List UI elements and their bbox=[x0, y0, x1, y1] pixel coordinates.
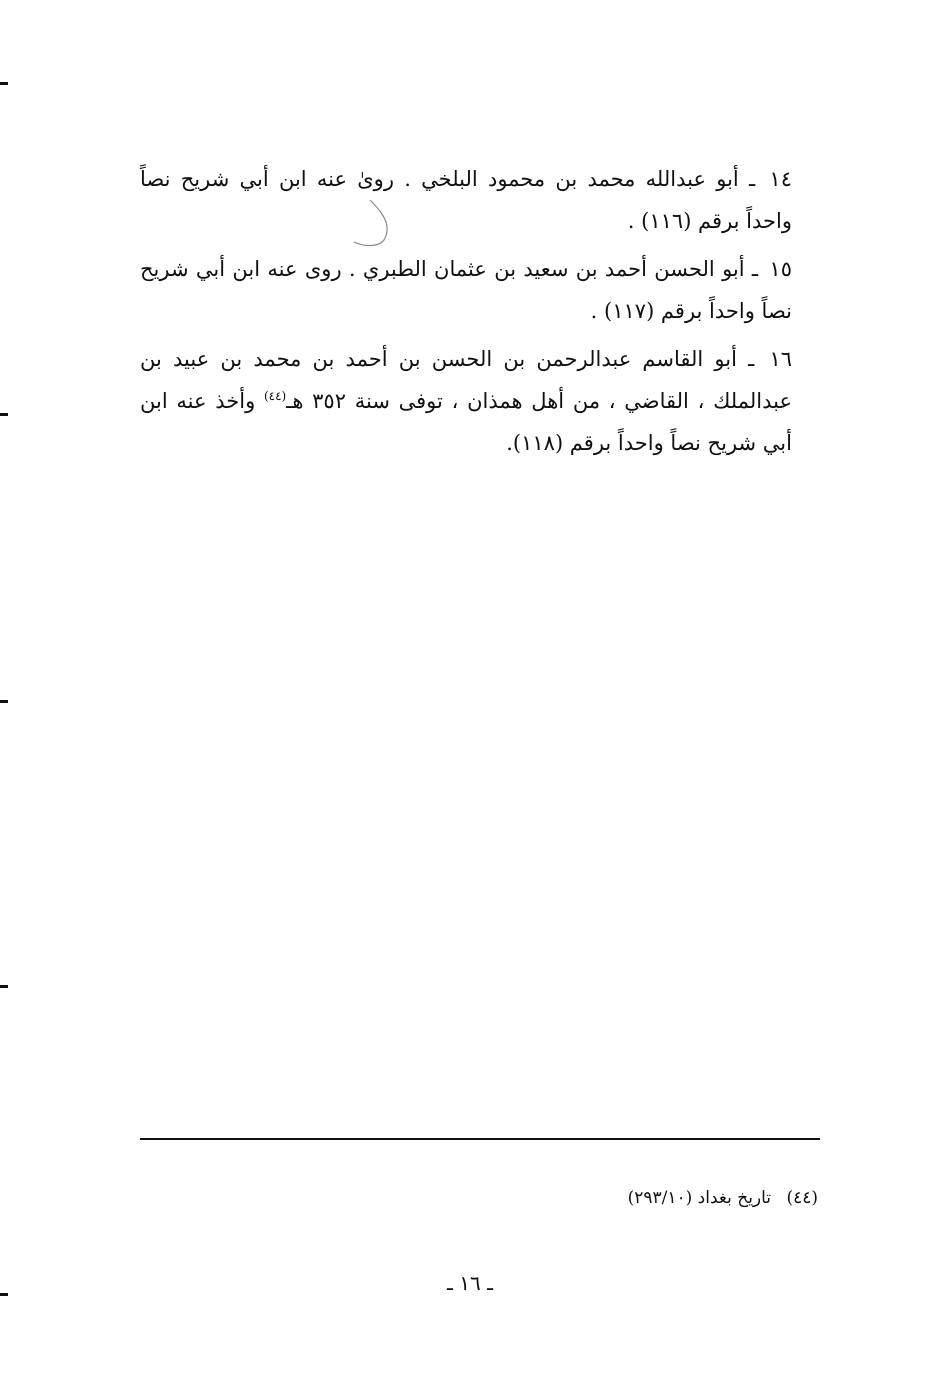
entry-text-continued: وأخذ عنه ابن أبي شريح نصاً واحداً برقم (١١٨). bbox=[140, 389, 792, 455]
entry-14 bbox=[140, 158, 834, 242]
footnote-text: تاريخ بغداد (٢٩٣/١٠) bbox=[627, 1188, 772, 1208]
entry-15 bbox=[140, 248, 834, 332]
entry-16 bbox=[140, 338, 834, 464]
entry-text: ـ أبو القاسم عبدالرحمن بن الحسن بن أحمد بن محمد بن عبيد بن عبدالملك ، القاضي ، من أهل همذان ، توفى سنة ٣٥٢ هـ bbox=[140, 347, 793, 413]
footnote-separator bbox=[140, 1138, 820, 1140]
margin-mark bbox=[0, 413, 8, 416]
entry-number: ١٦ bbox=[769, 347, 792, 371]
main-text bbox=[140, 158, 834, 470]
footnote-reference: (٤٤) bbox=[263, 389, 287, 403]
margin-mark bbox=[0, 82, 8, 85]
entry-number: ١٥ bbox=[769, 257, 792, 281]
entry-text: ـ أبو الحسن أحمد بن سعيد بن عثمان الطبري . روى عنه ابن أبي شريح نصاً واحداً برقم (١١٧) . bbox=[140, 257, 792, 323]
footnote-number: (٤٤) bbox=[786, 1188, 818, 1208]
margin-mark bbox=[0, 1293, 8, 1296]
footnote bbox=[500, 1184, 818, 1212]
margin-mark bbox=[0, 700, 8, 703]
page-number: ـ ١٦ ـ bbox=[447, 1271, 493, 1295]
entry-number: ١٤ bbox=[769, 167, 792, 191]
margin-mark bbox=[0, 985, 8, 988]
entry-text: ـ أبو عبدالله محمد بن محمود البلخي . روىٰ عنه ابن أبي شريح نصاً واحداً برقم (١١٦) . bbox=[140, 167, 792, 233]
